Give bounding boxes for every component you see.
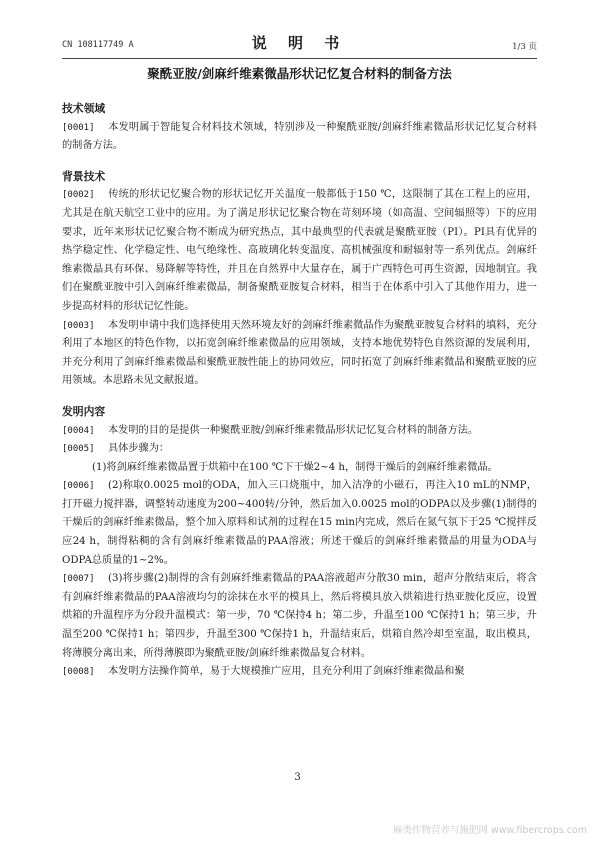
paragraph-text: (3)将步骤(2)制得的含有剑麻纤维素微晶的PAA溶液超声分散30 min，超声分散结束后，将含有剑麻纤维素微晶的PAA溶液均匀的涂抹在水平的模具上，然后将模具放入烘箱进行热亚胺化反应，设置烘箱的升温程序为分段升温模式：第一步，70 ℃保持4 h；第二步，升温至100 ℃保持1 h；第三步，升温至200 ℃保持1 h；第四步，升温至300 ℃保持1 h，升温结束后，烘箱自然冷却至室温，取出模具，将薄膜分离出来，所得薄膜即为聚酰亚胺/剑麻纤维素微晶复合材料。: [62, 573, 537, 659]
page-indicator: 1/3 页: [512, 42, 537, 52]
paragraph-text: 本发明方法操作简单，易于大规模推广应用，且充分利用了剑麻纤维素微晶和聚: [108, 666, 465, 678]
paragraph-0002: [62, 186, 537, 316]
paragraph-number: [0007]: [62, 574, 95, 585]
document-body: [62, 100, 537, 682]
patent-number: CN 108117749 A: [62, 40, 134, 50]
section-heading-tech-field: 技术领域: [62, 102, 106, 115]
paragraph-0007: [62, 570, 537, 663]
paragraph-text: 本发明申请中我们选择使用天然环境友好的剑麻纤维素微晶作为聚酰亚胺复合材料的填料，充分利用了本地区的特色作物，以拓宽剑麻纤维素微晶的应用领域，支持本地优势特色自然资源的发展利用，并充分利用了剑麻纤维素微晶和聚酰亚胺性能上的协同效应，同时拓宽了剑麻纤维素微晶和聚酰亚胺的应用领域。本思路未见文献报道。: [62, 319, 537, 387]
document-type: 说 明 书: [251, 34, 348, 52]
page-number: 3: [294, 772, 301, 783]
paragraph-text: 本发明的目的是提供一种聚酰亚胺/剑麻纤维素微晶形状记忆复合材料的制备方法。: [108, 424, 479, 436]
paragraph-0006: [62, 477, 537, 570]
site-watermark: 麻类作物营养与施肥网 www.fibercrops.com: [392, 825, 587, 836]
header-divider: [62, 58, 537, 59]
paragraph-text: (2)称取0.0025 mol的ODA，加入三口烧瓶中，加入洁净的小磁石，再注入10 mL的NMP，打开磁力搅拌器，调整转动速度为200~400转/分钟，然后加入0.0025 mol的ODPA以及步骤(1)制得的干燥后的剑麻纤维素微晶，整个加入原料和试剂的过程在15 min内完成，然后在氮气氛下于25 ℃搅拌反应24 h，制得粘稠的含有剑麻纤维素微晶的PAA溶液；所述干燥后的剑麻纤维素微晶的用量为ODA与ODPA总质量的1~2%。: [62, 480, 537, 566]
paragraph-text: 具体步骤为：: [108, 443, 170, 455]
paragraph-0003: [62, 317, 537, 391]
paragraph-number: [0006]: [62, 481, 95, 492]
section-heading-background: 背景技术: [62, 169, 106, 183]
paragraph-0005: [62, 440, 537, 459]
page-header: [62, 30, 537, 54]
step-1: (1)将剑麻纤维素微晶置于烘箱中在100 ℃下干燥2~4 h，制得干燥后的剑麻纤维素微晶。: [92, 461, 498, 473]
paragraph-number: [0005]: [62, 444, 95, 455]
paragraph-0008: [62, 663, 537, 682]
paragraph-0004: [62, 422, 537, 441]
paragraph-text: 本发明属于智能复合材料技术领域，特别涉及一种聚酰亚胺/剑麻纤维素微晶形状记忆复合材料的制备方法。: [62, 121, 537, 152]
paragraph-number: [0003]: [62, 320, 95, 331]
paragraph-text: 传统的形状记忆聚合物的形状记忆开关温度一般都低于150 ℃，这限制了其在工程上的应用，尤其是在航天航空工业中的应用。为了满足形状记忆聚合物在苛刻环境（如高温、空间辐照等）下的应用要求，近年来形状记忆聚合物不断成为研究热点，其中最典型的代表就是聚酰亚胺（PI）。PI具有优异的热学稳定性、化学稳定性、电气绝缘性、高玻璃化转变温度、高机械强度和耐辐射等一系列优点。剑麻纤维素微晶具有环保、易降解等特性，并且在自然界中大量存在，属于广西特色可再生资源，因地制宜。我们在聚酰亚胺中引入剑麻纤维素微晶，制备聚酰亚胺复合材料，相当于在体系中引入了其他作用力，进一步提高材料的形状记忆性能。: [62, 189, 537, 312]
paragraph-number: [0001]: [62, 122, 95, 133]
section-heading-invention: 发明内容: [62, 404, 106, 418]
paragraph-0001: [62, 119, 537, 156]
document-title: 聚酰亚胺/剑麻纤维素微晶形状记忆复合材料的制备方法: [147, 66, 452, 81]
paragraph-number: [0004]: [62, 425, 95, 436]
paragraph-number: [0002]: [62, 190, 95, 201]
paragraph-number: [0008]: [62, 667, 95, 678]
